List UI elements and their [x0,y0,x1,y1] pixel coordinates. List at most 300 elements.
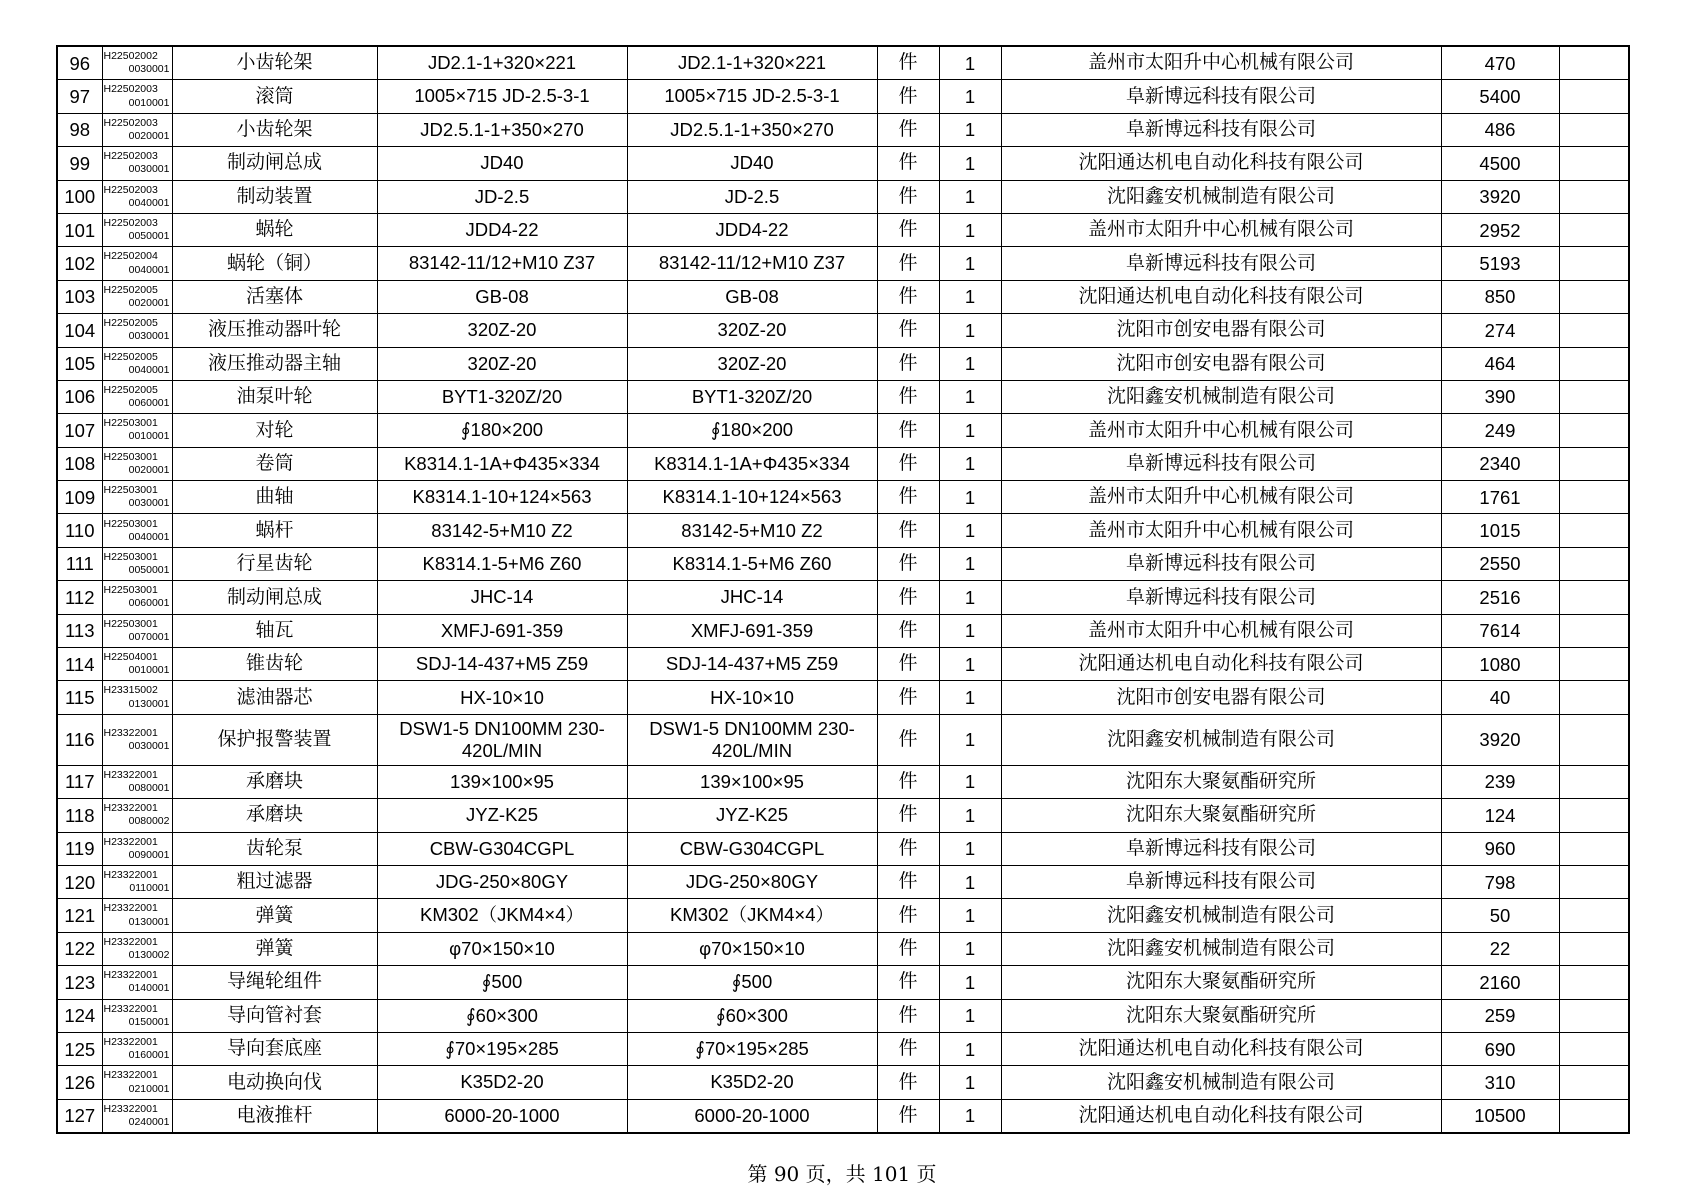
table-row [57,80,1629,113]
quantity: 1 [939,966,1001,999]
material-code-part2: 0090001 [128,848,170,861]
table-row [57,514,1629,547]
unit-price: 798 [1441,865,1559,898]
material-code-part2: 0130001 [128,915,170,928]
material-code-part2: 0140001 [128,982,170,995]
remark [1559,414,1629,447]
part-name: 小齿轮架 [172,113,377,146]
supplier-name: 沈阳通达机电自动化科技有限公司 [1001,280,1441,313]
spec-model-alt: 320Z-20 [627,347,877,380]
remark [1559,447,1629,480]
row-number: 98 [57,113,102,146]
material-code-part2: 0020001 [128,296,170,309]
part-name: 齿轮泵 [172,832,377,865]
table-row [57,347,1629,380]
spec-model: DSW1-5 DN100MM 230-420L/MIN [377,714,627,765]
table-row [57,147,1629,180]
quantity: 1 [939,46,1001,80]
material-code [102,180,172,213]
part-name: 制动装置 [172,180,377,213]
spec-model: JD2.5.1-1+350×270 [377,113,627,146]
quantity: 1 [939,347,1001,380]
spec-model: 1005×715 JD-2.5-3-1 [377,80,627,113]
supplier-name: 沈阳市创安电器有限公司 [1001,347,1441,380]
material-code-part2: 0040001 [128,530,170,543]
table-row [57,1066,1629,1099]
unit: 件 [877,414,939,447]
spec-model-alt: K35D2-20 [627,1066,877,1099]
supplier-name: 沈阳鑫安机械制造有限公司 [1001,380,1441,413]
part-name: 蜗轮 [172,213,377,246]
spec-model: KM302（JKM4×4） [377,899,627,932]
spec-model: XMFJ-691-359 [377,614,627,647]
row-number: 106 [57,380,102,413]
unit: 件 [877,966,939,999]
unit: 件 [877,447,939,480]
remark [1559,865,1629,898]
quantity: 1 [939,581,1001,614]
material-code [102,765,172,798]
unit: 件 [877,832,939,865]
part-name: 滚筒 [172,80,377,113]
material-code-part1: H22502003 [103,150,158,163]
unit-price: 124 [1441,799,1559,832]
unit-price: 249 [1441,414,1559,447]
table-row [57,832,1629,865]
spec-model: JYZ-K25 [377,799,627,832]
unit-price: 5400 [1441,80,1559,113]
material-code-part1: H23322001 [103,1036,158,1048]
remark [1559,999,1629,1032]
material-code-part1: H22502003 [103,183,158,196]
table-row [57,865,1629,898]
material-code-part1: H22502003 [103,83,158,96]
material-code-part1: H22503001 [103,450,158,463]
unit-price: 1015 [1441,514,1559,547]
remark [1559,46,1629,80]
unit: 件 [877,681,939,714]
table-row [57,765,1629,798]
unit: 件 [877,347,939,380]
supplier-name: 阜新博远科技有限公司 [1001,113,1441,146]
row-number: 116 [57,714,102,765]
remark [1559,1099,1629,1133]
part-name: 卷筒 [172,447,377,480]
material-code [102,347,172,380]
row-number: 117 [57,765,102,798]
table-row [57,314,1629,347]
material-code-part1: H22502005 [103,350,158,363]
table-row [57,447,1629,480]
part-name: 电液推杆 [172,1099,377,1133]
table-row [57,1032,1629,1065]
material-code-part1: H23315002 [103,684,158,697]
spec-model: GB-08 [377,280,627,313]
material-code [102,865,172,898]
part-name: 承磨块 [172,765,377,798]
table-row [57,932,1629,965]
material-code-part1: H23322001 [103,726,158,739]
spec-model-alt: ∮60×300 [627,999,877,1032]
spec-model-alt: 139×100×95 [627,765,877,798]
spec-model: K35D2-20 [377,1066,627,1099]
material-code [102,113,172,146]
part-name: 行星齿轮 [172,547,377,580]
unit-price: 3920 [1441,180,1559,213]
material-code-part2: 0130001 [128,697,170,710]
row-number: 114 [57,648,102,681]
material-code [102,380,172,413]
material-code [102,414,172,447]
part-name: 轴瓦 [172,614,377,647]
spec-model-alt: GB-08 [627,280,877,313]
unit-price: 2550 [1441,547,1559,580]
material-code-part1: H23322001 [103,1102,158,1115]
quantity: 1 [939,213,1001,246]
material-code [102,247,172,280]
remark [1559,481,1629,514]
remark [1559,147,1629,180]
spec-model: 320Z-20 [377,347,627,380]
remark [1559,280,1629,313]
unit-price: 850 [1441,280,1559,313]
spec-model: ∮500 [377,966,627,999]
material-code-part1: H23322001 [103,935,158,948]
quantity: 1 [939,865,1001,898]
unit: 件 [877,213,939,246]
table-row [57,481,1629,514]
remark [1559,80,1629,113]
part-name: 导绳轮组件 [172,966,377,999]
part-name: 弹簧 [172,899,377,932]
unit-price: 1761 [1441,481,1559,514]
supplier-name: 沈阳东大聚氨酯研究所 [1001,765,1441,798]
spec-model-alt: DSW1-5 DN100MM 230-420L/MIN [627,714,877,765]
table-row [57,966,1629,999]
row-number: 101 [57,213,102,246]
material-code-part2: 0010001 [128,96,170,109]
supplier-name: 盖州市太阳升中心机械有限公司 [1001,414,1441,447]
unit: 件 [877,1099,939,1133]
remark [1559,213,1629,246]
unit-price: 960 [1441,832,1559,865]
remark [1559,380,1629,413]
material-code [102,1099,172,1133]
material-code [102,481,172,514]
quantity: 1 [939,1066,1001,1099]
material-code [102,1066,172,1099]
material-code [102,614,172,647]
table-row [57,799,1629,832]
supplier-name: 盖州市太阳升中心机械有限公司 [1001,514,1441,547]
quantity: 1 [939,514,1001,547]
table-row [57,547,1629,580]
unit-price: 690 [1441,1032,1559,1065]
unit: 件 [877,46,939,80]
unit-price: 2516 [1441,581,1559,614]
supplier-name: 阜新博远科技有限公司 [1001,80,1441,113]
row-number: 124 [57,999,102,1032]
part-name: 锥齿轮 [172,648,377,681]
part-name: 承磨块 [172,799,377,832]
material-code [102,213,172,246]
part-name: 小齿轮架 [172,46,377,80]
row-number: 102 [57,247,102,280]
remark [1559,765,1629,798]
quantity: 1 [939,681,1001,714]
unit: 件 [877,899,939,932]
material-code-part2: 0030001 [128,330,170,343]
spec-model-alt: HX-10×10 [627,681,877,714]
table-row [57,414,1629,447]
material-code-part2: 0030001 [128,63,170,76]
material-code [102,314,172,347]
supplier-name: 盖州市太阳升中心机械有限公司 [1001,213,1441,246]
supplier-name: 阜新博远科技有限公司 [1001,447,1441,480]
supplier-name: 沈阳鑫安机械制造有限公司 [1001,932,1441,965]
unit-price: 3920 [1441,714,1559,765]
material-code-part1: H23322001 [103,768,158,781]
quantity: 1 [939,1032,1001,1065]
unit: 件 [877,247,939,280]
remark [1559,581,1629,614]
material-code-part2: 0110001 [129,882,170,895]
row-number: 108 [57,447,102,480]
supplier-name: 沈阳市创安电器有限公司 [1001,681,1441,714]
material-code-part2: 0150001 [128,1015,170,1028]
spec-model-alt: K8314.1-5+M6 Z60 [627,547,877,580]
material-code-part1: H23322001 [103,1002,158,1015]
unit: 件 [877,547,939,580]
unit-price: 5193 [1441,247,1559,280]
page-footer: 第 90 页，共 101 页 [747,1162,937,1186]
material-code-part1: H23322001 [103,902,158,915]
row-number: 103 [57,280,102,313]
spec-model-alt: XMFJ-691-359 [627,614,877,647]
unit: 件 [877,932,939,965]
spec-model: 83142-5+M10 Z2 [377,514,627,547]
table-row [57,213,1629,246]
remark [1559,648,1629,681]
unit-price: 7614 [1441,614,1559,647]
material-code-part1: H22502003 [103,217,158,230]
remark [1559,799,1629,832]
material-code-part2: 0130002 [128,948,170,961]
supplier-name: 阜新博远科技有限公司 [1001,247,1441,280]
supplier-name: 沈阳鑫安机械制造有限公司 [1001,899,1441,932]
quantity: 1 [939,714,1001,765]
table-row [57,46,1629,80]
spec-model-alt: 83142-5+M10 Z2 [627,514,877,547]
row-number: 97 [57,80,102,113]
material-code [102,832,172,865]
remark [1559,899,1629,932]
material-code-part1: H23322001 [103,869,158,882]
quantity: 1 [939,80,1001,113]
material-code [102,547,172,580]
unit-price: 2340 [1441,447,1559,480]
material-code-part2: 0030001 [128,163,170,176]
material-code-part1: H22502004 [103,250,158,263]
spec-model: 6000-20-1000 [377,1099,627,1133]
supplier-name: 沈阳东大聚氨酯研究所 [1001,966,1441,999]
quantity: 1 [939,414,1001,447]
row-number: 115 [57,681,102,714]
remark [1559,514,1629,547]
quantity: 1 [939,832,1001,865]
table-row [57,714,1629,765]
spec-model: ∮60×300 [377,999,627,1032]
material-code [102,681,172,714]
quantity: 1 [939,147,1001,180]
unit-price: 22 [1441,932,1559,965]
material-code-part2: 0060001 [128,397,170,410]
row-number: 107 [57,414,102,447]
table-row [57,380,1629,413]
spec-model-alt: JYZ-K25 [627,799,877,832]
spec-model-alt: JDG-250×80GY [627,865,877,898]
unit: 件 [877,765,939,798]
unit-price: 4500 [1441,147,1559,180]
table-row [57,899,1629,932]
part-name: 蜗轮（铜） [172,247,377,280]
material-code-part1: H22502005 [103,317,158,330]
unit-price: 40 [1441,681,1559,714]
material-code [102,999,172,1032]
material-code-part2: 0080001 [128,782,170,794]
quantity: 1 [939,113,1001,146]
table-row [57,648,1629,681]
quantity: 1 [939,932,1001,965]
table-body [57,46,1629,1133]
remark [1559,1066,1629,1099]
supplier-name: 盖州市太阳升中心机械有限公司 [1001,46,1441,80]
supplier-name: 沈阳鑫安机械制造有限公司 [1001,1066,1441,1099]
spec-model: JHC-14 [377,581,627,614]
material-code-part2: 0070001 [128,630,170,643]
spec-model: JD-2.5 [377,180,627,213]
supplier-name: 阜新博远科技有限公司 [1001,547,1441,580]
row-number: 105 [57,347,102,380]
material-code-part2: 0240001 [128,1115,170,1128]
material-code-part2: 0040001 [128,263,170,276]
unit: 件 [877,865,939,898]
material-code-part2: 0040001 [128,363,170,376]
spec-model-alt: ∮500 [627,966,877,999]
unit: 件 [877,113,939,146]
material-code [102,799,172,832]
part-name: 滤油器芯 [172,681,377,714]
spec-model-alt: ∮70×195×285 [627,1032,877,1065]
unit: 件 [877,999,939,1032]
material-code-part2: 0020001 [128,463,170,476]
table-row [57,113,1629,146]
material-code-part2: 0020001 [128,129,170,142]
row-number: 125 [57,1032,102,1065]
quantity: 1 [939,447,1001,480]
row-number: 119 [57,832,102,865]
material-code-part2: 0060001 [128,597,170,610]
row-number: 112 [57,581,102,614]
unit: 件 [877,481,939,514]
table-row [57,280,1629,313]
supplier-name: 盖州市太阳升中心机械有限公司 [1001,481,1441,514]
spec-model-alt: KM302（JKM4×4） [627,899,877,932]
remark [1559,966,1629,999]
spec-model-alt: 320Z-20 [627,314,877,347]
material-code-part2: 0010001 [128,664,170,677]
unit: 件 [877,80,939,113]
quantity: 1 [939,765,1001,798]
material-code [102,581,172,614]
table-row [57,180,1629,213]
supplier-name: 盖州市太阳升中心机械有限公司 [1001,614,1441,647]
supplier-name: 沈阳东大聚氨酯研究所 [1001,799,1441,832]
material-code-part1: H22502002 [103,50,158,63]
row-number: 96 [57,46,102,80]
material-code-part1: H22504001 [103,651,158,664]
unit-price: 50 [1441,899,1559,932]
material-code-part1: H22503001 [103,550,158,563]
material-code-part2: 0210001 [128,1082,170,1095]
spec-model: K8314.1-1A+Φ435×334 [377,447,627,480]
material-code [102,1032,172,1065]
quantity: 1 [939,1099,1001,1133]
spec-model-alt: JD2.5.1-1+350×270 [627,113,877,146]
part-name: 蜗杆 [172,514,377,547]
spec-model: JD2.1-1+320×221 [377,46,627,80]
remark [1559,714,1629,765]
row-number: 104 [57,314,102,347]
material-code [102,648,172,681]
quantity: 1 [939,614,1001,647]
part-name: 导向管衬套 [172,999,377,1032]
table-row [57,581,1629,614]
quantity: 1 [939,648,1001,681]
remark [1559,314,1629,347]
spec-model-alt: ∮180×200 [627,414,877,447]
unit-price: 2160 [1441,966,1559,999]
spec-model: JDD4-22 [377,213,627,246]
unit: 件 [877,581,939,614]
material-code [102,280,172,313]
material-code [102,899,172,932]
spec-model: CBW-G304CGPL [377,832,627,865]
spec-model-alt: 1005×715 JD-2.5-3-1 [627,80,877,113]
row-number: 99 [57,147,102,180]
spec-model-alt: JHC-14 [627,581,877,614]
spec-model-alt: 6000-20-1000 [627,1099,877,1133]
unit: 件 [877,648,939,681]
quantity: 1 [939,899,1001,932]
material-code [102,80,172,113]
part-name: 保护报警装置 [172,714,377,765]
remark [1559,681,1629,714]
remark [1559,113,1629,146]
unit-price: 470 [1441,46,1559,80]
row-number: 113 [57,614,102,647]
material-code-part2: 0050001 [128,230,170,243]
spec-model: HX-10×10 [377,681,627,714]
unit-price: 1080 [1441,648,1559,681]
material-code-part2: 0080002 [128,815,170,828]
material-code-part1: H22503001 [103,584,158,597]
table-row [57,1099,1629,1133]
unit-price: 390 [1441,380,1559,413]
material-code-part2: 0030001 [128,739,170,752]
part-name: 活塞体 [172,280,377,313]
row-number: 121 [57,899,102,932]
